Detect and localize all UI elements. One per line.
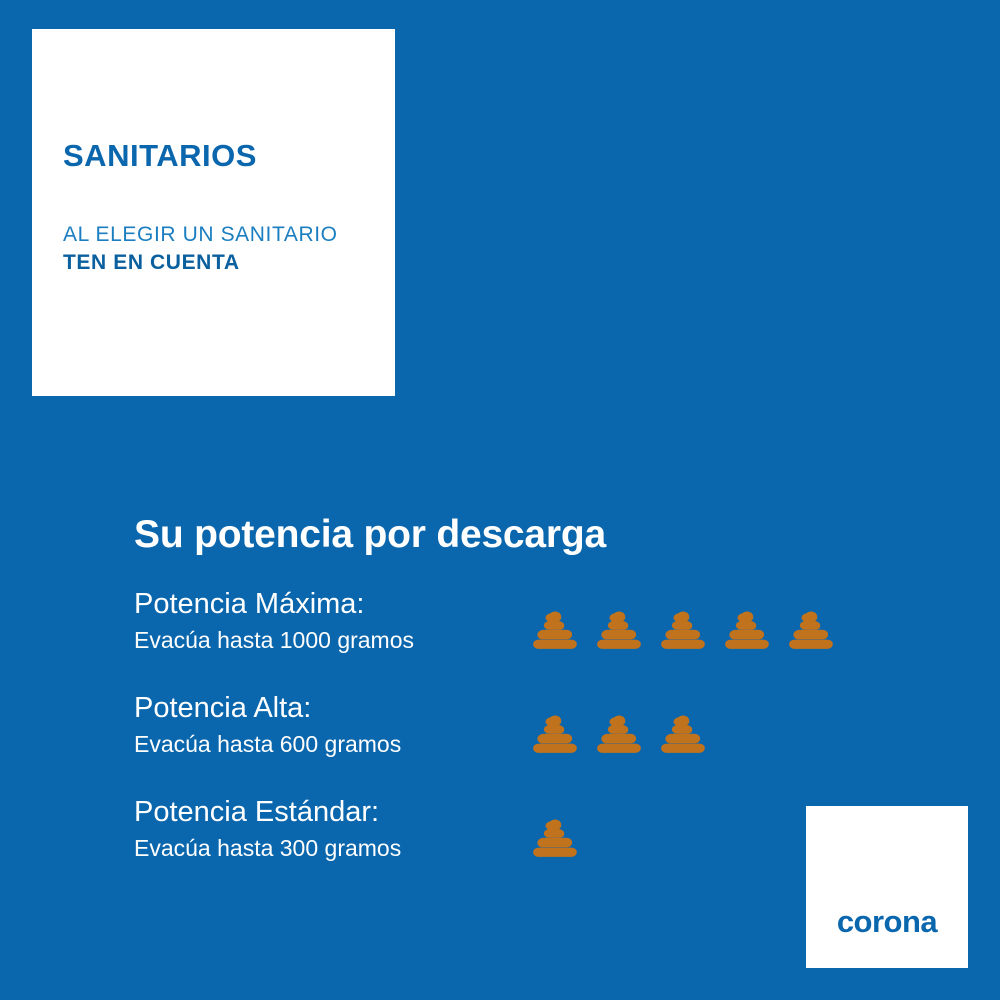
poop-icon (788, 610, 834, 650)
poop-icon (532, 818, 578, 858)
row-description: Evacúa hasta 1000 gramos (134, 627, 415, 654)
row-icon-group (532, 610, 834, 650)
row-description: Evacúa hasta 600 gramos (134, 731, 402, 758)
row-label: Potencia Máxima: (134, 588, 365, 620)
poop-icon (660, 714, 706, 754)
poop-icon (724, 610, 770, 650)
intro-card-content (63, 139, 377, 278)
poop-icon (596, 610, 642, 650)
main-heading: Su potencia por descarga (134, 513, 606, 556)
card-title: SANITARIOS (63, 138, 257, 173)
row-label: Potencia Estándar: (134, 796, 380, 828)
poop-icon (532, 714, 578, 754)
row-text-group (134, 588, 524, 655)
card-subtitle-line2: TEN EN CUENTA (63, 251, 240, 275)
corona-logo (806, 806, 968, 968)
row-description: Evacúa hasta 300 gramos (134, 835, 402, 862)
list-item (134, 692, 934, 796)
poop-icon (532, 610, 578, 650)
row-icon-group (532, 714, 706, 754)
row-label: Potencia Alta: (134, 692, 312, 724)
row-text-group (134, 692, 524, 759)
row-text-group (134, 796, 524, 863)
row-icon-group (532, 818, 578, 858)
list-item (134, 588, 934, 692)
corona-logo-text: corona (836, 904, 938, 939)
card-subtitle-line1: AL ELEGIR UN SANITARIO (63, 223, 338, 247)
poop-icon (596, 714, 642, 754)
intro-card (32, 29, 395, 396)
poop-icon (660, 610, 706, 650)
